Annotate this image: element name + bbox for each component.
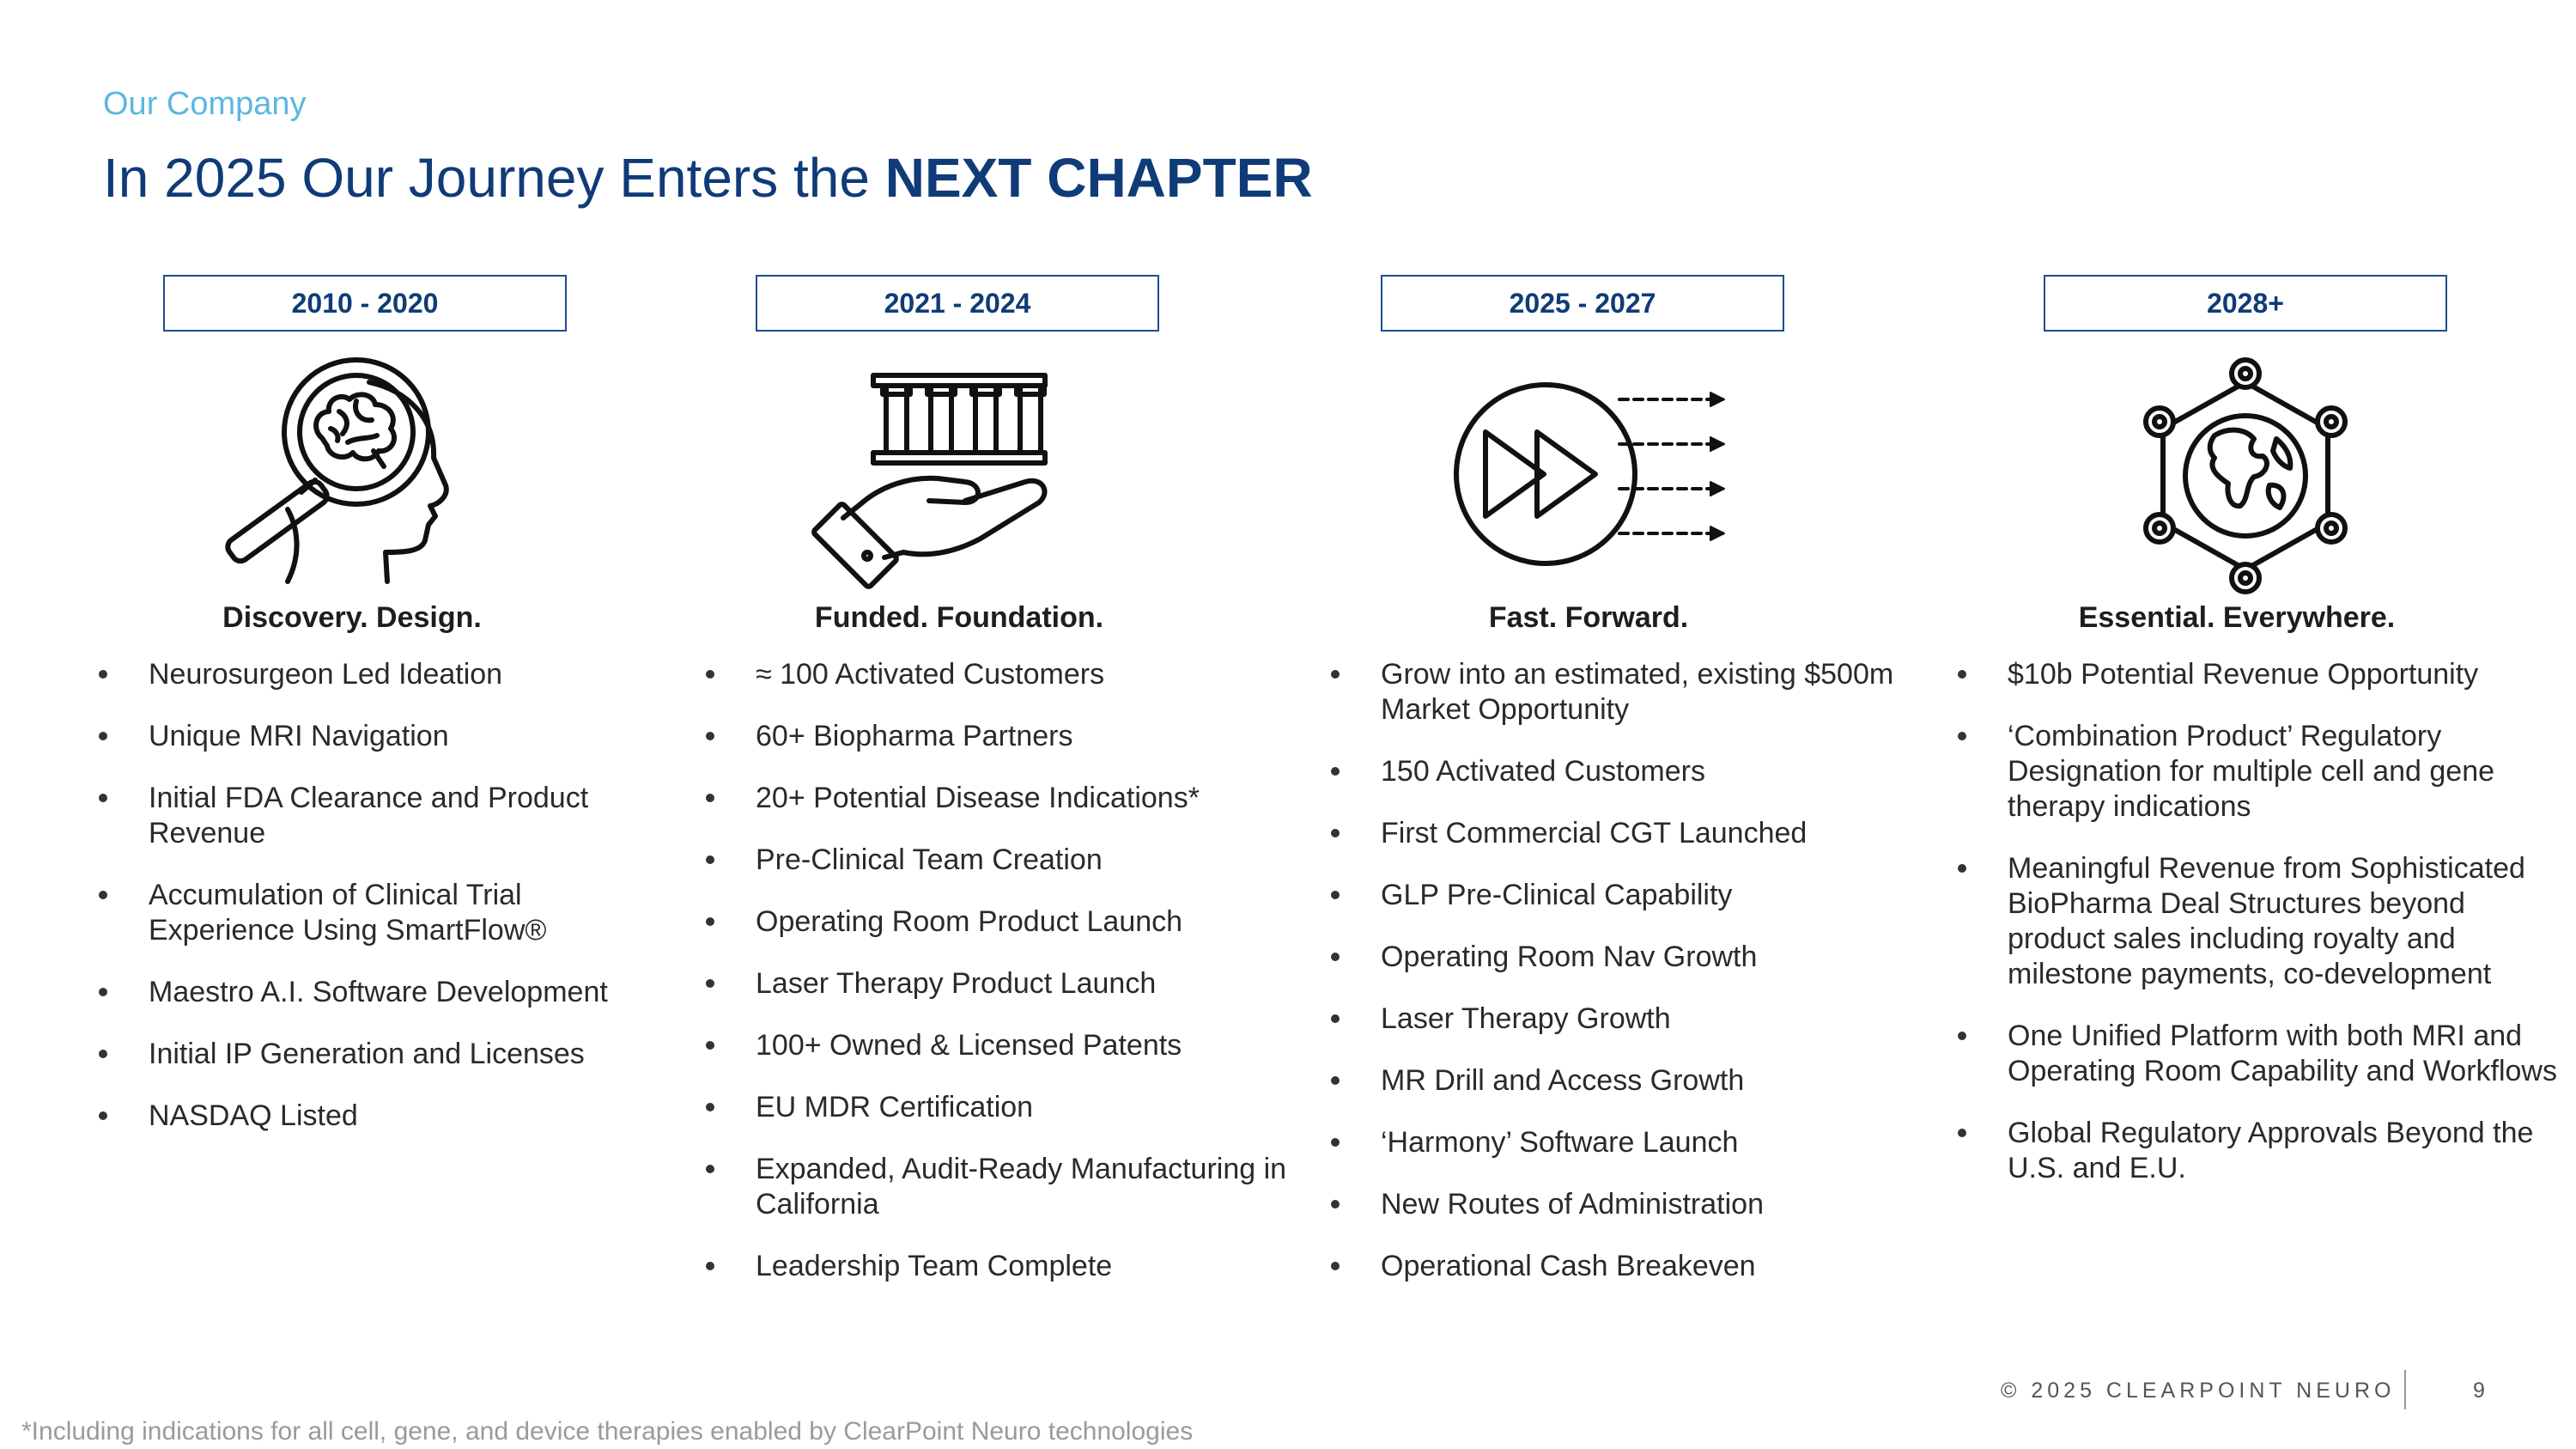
list-item: ‘Harmony’ Software Launch (1331, 1125, 1932, 1160)
list-item: Neurosurgeon Led Ideation (99, 657, 665, 692)
footnote: *Including indications for all cell, gene, and device therapies enabled by ClearPoint Neuro technologies (21, 1417, 1194, 1446)
copyright-text: © 2025 CLEARPOINT NEURO (2001, 1379, 2396, 1403)
list-item: MR Drill and Access Growth (1331, 1063, 1932, 1099)
timeline-column-2028 (1958, 275, 2559, 1374)
column-heading: Funded. Foundation. (814, 601, 1104, 634)
list-item: ‘Combination Product’ Regulatory Designation for multiple cell and gene therapy indications (1958, 719, 2559, 825)
page-title (103, 146, 1313, 210)
column-heading: Essential. Everywhere. (2078, 601, 2396, 634)
list-item: 20+ Potential Disease Indications* (706, 781, 1307, 816)
list-item: New Routes of Administration (1331, 1187, 1932, 1222)
list-item: Laser Therapy Growth (1331, 1002, 1932, 1037)
list-item: $10b Potential Revenue Opportunity (1958, 657, 2559, 692)
bullet-list (99, 657, 665, 1160)
footer-divider (2404, 1370, 2406, 1409)
column-heading: Discovery. Design. (222, 601, 482, 634)
bullet-list (1958, 657, 2559, 1213)
bullet-list (706, 657, 1307, 1311)
list-item: Expanded, Audit-Ready Manufacturing in California (706, 1152, 1307, 1222)
list-item: Global Regulatory Approvals Beyond the U.S. and E.U. (1958, 1116, 2559, 1186)
title-prefix: In 2025 Our Journey Enters the (103, 147, 885, 209)
global-network-icon (2125, 356, 2366, 597)
title-emphasis: NEXT CHAPTER (884, 147, 1313, 209)
list-item: Operating Room Product Launch (706, 904, 1307, 940)
timeline-column-2010-2020 (99, 275, 665, 1374)
hand-pillars-icon (800, 356, 1058, 597)
list-item: Pre-Clinical Team Creation (706, 843, 1307, 878)
timeline-column-2025-2027 (1331, 275, 1932, 1374)
list-item: 150 Activated Customers (1331, 754, 1932, 789)
list-item: Unique MRI Navigation (99, 719, 665, 754)
list-item: 100+ Owned & Licensed Patents (706, 1028, 1307, 1063)
list-item: Initial FDA Clearance and Product Revenue (99, 781, 665, 851)
page-number: 9 (2473, 1379, 2485, 1403)
list-item: Operating Room Nav Growth (1331, 940, 1932, 975)
list-item: NASDAQ Listed (99, 1099, 665, 1134)
list-item: GLP Pre-Clinical Capability (1331, 878, 1932, 913)
section-eyebrow: Our Company (103, 86, 307, 122)
bullet-list (1331, 657, 1932, 1311)
list-item: Grow into an estimated, existing $500m Market Opportunity (1331, 657, 1932, 728)
era-label: 2028+ (2044, 275, 2447, 332)
column-heading: Fast. Forward. (1488, 601, 1689, 634)
era-label: 2025 - 2027 (1381, 275, 1784, 332)
list-item: EU MDR Certification (706, 1090, 1307, 1125)
era-label: 2021 - 2024 (756, 275, 1159, 332)
era-label: 2010 - 2020 (163, 275, 567, 332)
list-item: Accumulation of Clinical Trial Experience Using SmartFlow® (99, 878, 665, 948)
list-item: Initial IP Generation and Licenses (99, 1037, 665, 1072)
timeline-column-2021-2024 (706, 275, 1307, 1374)
list-item: 60+ Biopharma Partners (706, 719, 1307, 754)
list-item: ≈ 100 Activated Customers (706, 657, 1307, 692)
list-item: First Commercial CGT Launched (1331, 816, 1932, 851)
list-item: Laser Therapy Product Launch (706, 966, 1307, 1002)
list-item: Meaningful Revenue from Sophisticated BioPharma Deal Structures beyond product sales including royalty and milestone payments, co-development (1958, 851, 2559, 992)
list-item: Leadership Team Complete (706, 1249, 1307, 1284)
list-item: One Unified Platform with both MRI and Operating Room Capability and Workflows (1958, 1019, 2559, 1089)
brain-magnifier-icon (219, 356, 477, 597)
fast-forward-icon (1451, 356, 1726, 597)
list-item: Operational Cash Breakeven (1331, 1249, 1932, 1284)
list-item: Maestro A.I. Software Development (99, 975, 665, 1010)
